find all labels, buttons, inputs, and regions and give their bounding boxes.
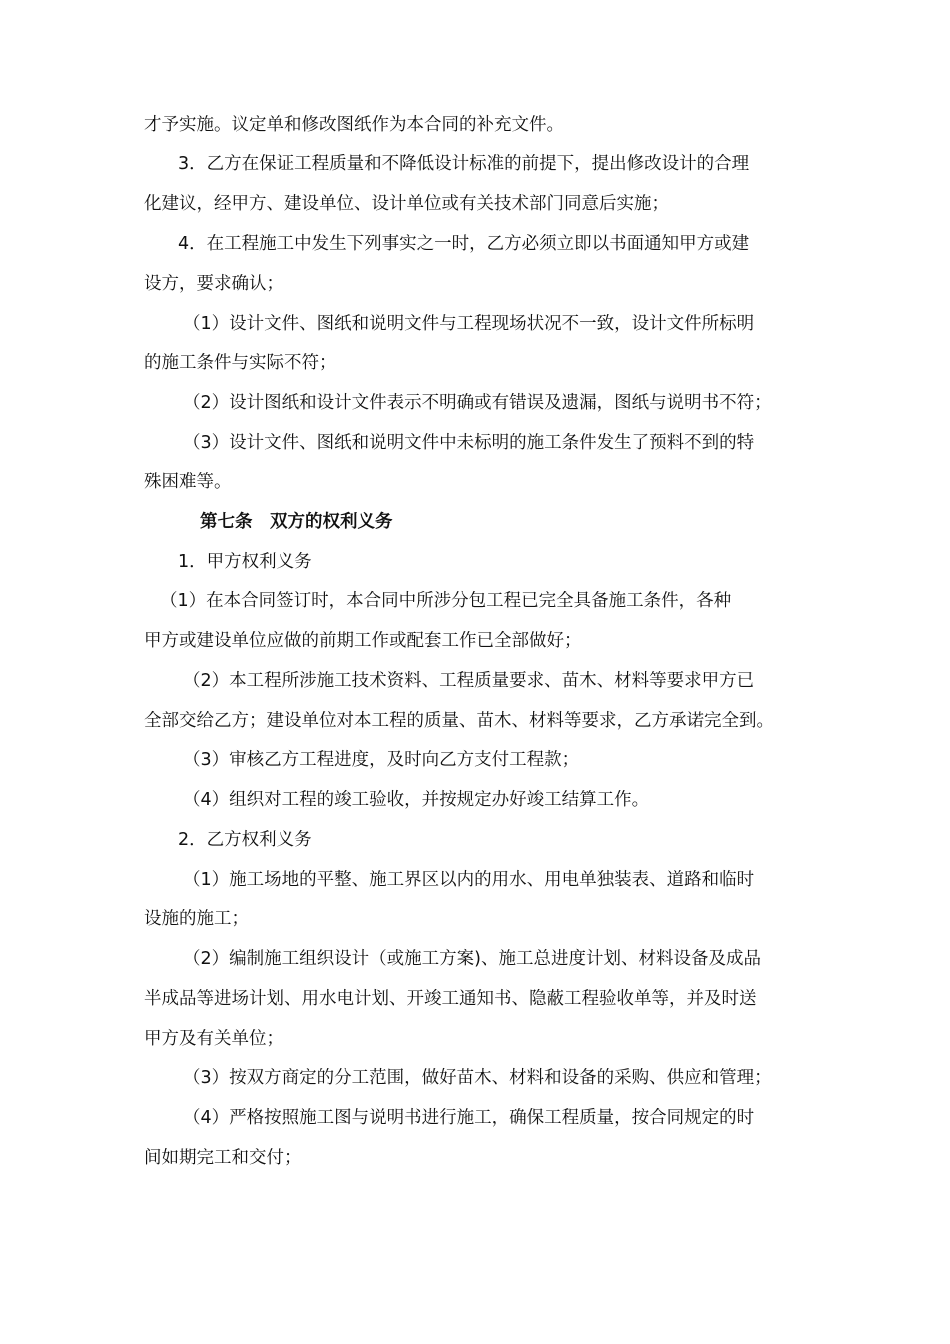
party-b-item-4-line: （4）严格按照施工图与说明书进行施工，确保工程质量，按合同规定的时 bbox=[183, 1108, 755, 1128]
party-a-item-1-line: （1）在本合同签订时，本合同中所涉分包工程已完全具备施工条件，各种 bbox=[160, 591, 732, 611]
paragraph-line: 的施工条件与实际不符； bbox=[144, 353, 337, 373]
paragraph-line: 殊困难等。 bbox=[144, 472, 232, 492]
clause-4-line: 4．在工程施工中发生下列事实之一时，乙方必须立即以书面通知甲方或建 bbox=[178, 234, 750, 254]
paragraph-line: 间如期完工和交付； bbox=[144, 1148, 302, 1168]
sub-item-3-line: （3）设计文件、图纸和说明文件中未标明的施工条件发生了预料不到的特 bbox=[183, 433, 755, 453]
paragraph-line: 甲方或建设单位应做的前期工作或配套工作已全部做好； bbox=[144, 631, 582, 651]
party-b-item-2-line: （2）编制施工组织设计（或施工方案)、施工总进度计划、材料设备及成品 bbox=[183, 949, 761, 969]
paragraph-line: 半成品等进场计划、用水电计划、开竣工通知书、隐蔽工程验收单等，并及时送 bbox=[144, 989, 757, 1009]
clause-3-line: 3．乙方在保证工程质量和不降低设计标准的前提下，提出修改设计的合理 bbox=[178, 154, 750, 174]
paragraph-line: 全部交给乙方；建设单位对本工程的质量、苗木、材料等要求，乙方承诺完全到。 bbox=[144, 711, 774, 731]
paragraph-line: 才予实施。议定单和修改图纸作为本合同的补充文件。 bbox=[144, 115, 564, 135]
paragraph-line: 化建议，经甲方、建设单位、设计单位或有关技术部门同意后实施； bbox=[144, 194, 669, 214]
party-a-item-2-line: （2）本工程所涉施工技术资料、工程质量要求、苗木、材料等要求甲方已 bbox=[183, 671, 755, 691]
party-b-item-3-line: （3）按双方商定的分工范围，做好苗木、材料和设备的采购、供应和管理； bbox=[183, 1068, 772, 1088]
sub-item-2-line: （2）设计图纸和设计文件表示不明确或有错误及遗漏，图纸与说明书不符； bbox=[183, 393, 772, 413]
party-a-heading: 1．甲方权利义务 bbox=[178, 552, 312, 572]
paragraph-line: 设方，要求确认； bbox=[144, 274, 284, 294]
paragraph-line: 设施的施工； bbox=[144, 909, 249, 929]
sub-item-1-line: （1）设计文件、图纸和说明文件与工程现场状况不一致，设计文件所标明 bbox=[183, 314, 755, 334]
party-b-heading: 2．乙方权利义务 bbox=[178, 830, 312, 850]
party-b-item-1-line: （1）施工场地的平整、施工界区以内的用水、用电单独装表、道路和临时 bbox=[183, 870, 755, 890]
section-heading: 第七条 双方的权利义务 bbox=[200, 512, 393, 532]
paragraph-line: 甲方及有关单位； bbox=[144, 1029, 284, 1049]
party-a-item-3-line: （3）审核乙方工程进度，及时向乙方支付工程款； bbox=[183, 750, 580, 770]
party-a-item-4-line: （4）组织对工程的竣工验收，并按规定办好竣工结算工作。 bbox=[183, 790, 650, 810]
